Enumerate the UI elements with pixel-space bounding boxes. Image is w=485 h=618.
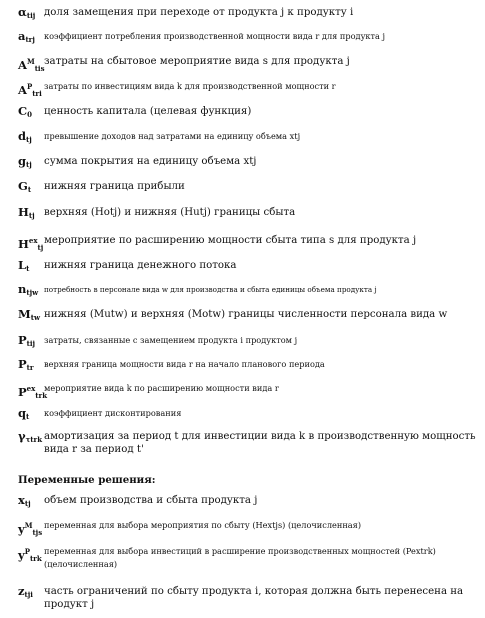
decision-variable-symbol: $y^P_{trk}$ <box>18 547 42 563</box>
notation-text: нижняя граница прибыли <box>44 181 185 192</box>
notation-symbol: $A^M_{tis}$ <box>18 57 45 73</box>
notation-text: верхняя граница мощности вида r на начало планового периода <box>44 359 325 369</box>
notation-text: затраты, связанные с замещением продукта i продуктом j <box>44 335 298 345</box>
notation-text: амортизация за период t для инвестиции вида k в производственную мощность вида r за период t' <box>44 431 476 455</box>
notation-symbol: $C_0$ <box>18 104 33 119</box>
notation-symbol: $a_{trj}$ <box>18 29 35 44</box>
notation-symbol: $d_{tj}$ <box>18 129 32 144</box>
notation-text: затраты на сбытовое мероприятие вида s для продукта j <box>44 56 350 67</box>
notation-text: мероприятие по расширению мощности сбыта типа s для продукта j <box>44 235 417 246</box>
notation-symbol: $G_t$ <box>18 179 32 194</box>
notation-text: доля замещения при переходе от продукта j к продукту i <box>44 7 354 18</box>
notation-symbol: $P^{ex}_{trk}$ <box>18 384 48 400</box>
notation-text: сумма покрытия на единицу объема xtj <box>44 156 257 167</box>
notation-text: потребность в персонале вида w для производства и сбыта единицы объема продукта j <box>44 285 377 294</box>
decision-variable-text: переменная для выбора мероприятия по сбыту (Hextjs) (целочисленная) <box>44 520 362 530</box>
notation-symbol: $\alpha_{tij}$ <box>18 5 36 20</box>
notation-symbol: $n_{tjw}$ <box>18 282 39 297</box>
decision-variable-text: часть ограничений по сбыту продукта i, которая должна быть перенесена на продукт j <box>44 586 464 610</box>
notation-text: превышение доходов над затратами на единицу объема xtj <box>44 131 301 141</box>
notation-text: нижняя граница денежного потока <box>44 260 237 271</box>
notation-symbol: $\gamma_{\tau trk}$ <box>18 429 43 444</box>
decision-variables-heading: Переменные решения: <box>18 474 156 486</box>
notation-text: коэффициент дисконтирования <box>44 408 182 418</box>
notation-text: затраты по инвестициям вида k для производственной мощности r <box>44 81 336 91</box>
notation-text: коэффициент потребления производственной мощности вида r для продукта j <box>44 31 386 41</box>
notation-symbol: $M_{tw}$ <box>18 307 40 322</box>
notation-text: верхняя (Hotj) и нижняя (Hutj) границы сбыта <box>44 207 296 218</box>
notation-symbol: $H_{tj}$ <box>18 205 35 220</box>
decision-variable-symbol: $x_{tj}$ <box>18 493 31 508</box>
notation-symbol: $H^{ex}_{tj}$ <box>18 236 44 252</box>
decision-variable-symbol: $z_{tji}$ <box>18 584 33 599</box>
notation-text: мероприятие вида k по расширению мощности вида r <box>44 383 279 393</box>
notation-symbol: $g_{tj}$ <box>18 154 32 169</box>
notation-symbol: $q_t$ <box>18 406 30 421</box>
notation-text: нижняя (Mutw) и верхняя (Motw) границы численности персонала вида w <box>44 309 448 320</box>
notation-symbol: $P_{tr}$ <box>18 357 34 372</box>
notation-text: ценность капитала (целевая функция) <box>44 106 252 117</box>
notation-symbol: $P_{tij}$ <box>18 333 36 348</box>
notation-symbol: $A^P_{tri}$ <box>18 82 42 98</box>
decision-variable-symbol: $y^M_{tjs}$ <box>18 521 43 537</box>
decision-variable-text: объем производства и сбыта продукта j <box>44 495 258 506</box>
decision-variable-text: переменная для выбора инвестиций в расширение производственных мощностей (Pextrk) (целочисленная) <box>44 546 436 569</box>
notation-symbol: $L_t$ <box>18 258 30 273</box>
